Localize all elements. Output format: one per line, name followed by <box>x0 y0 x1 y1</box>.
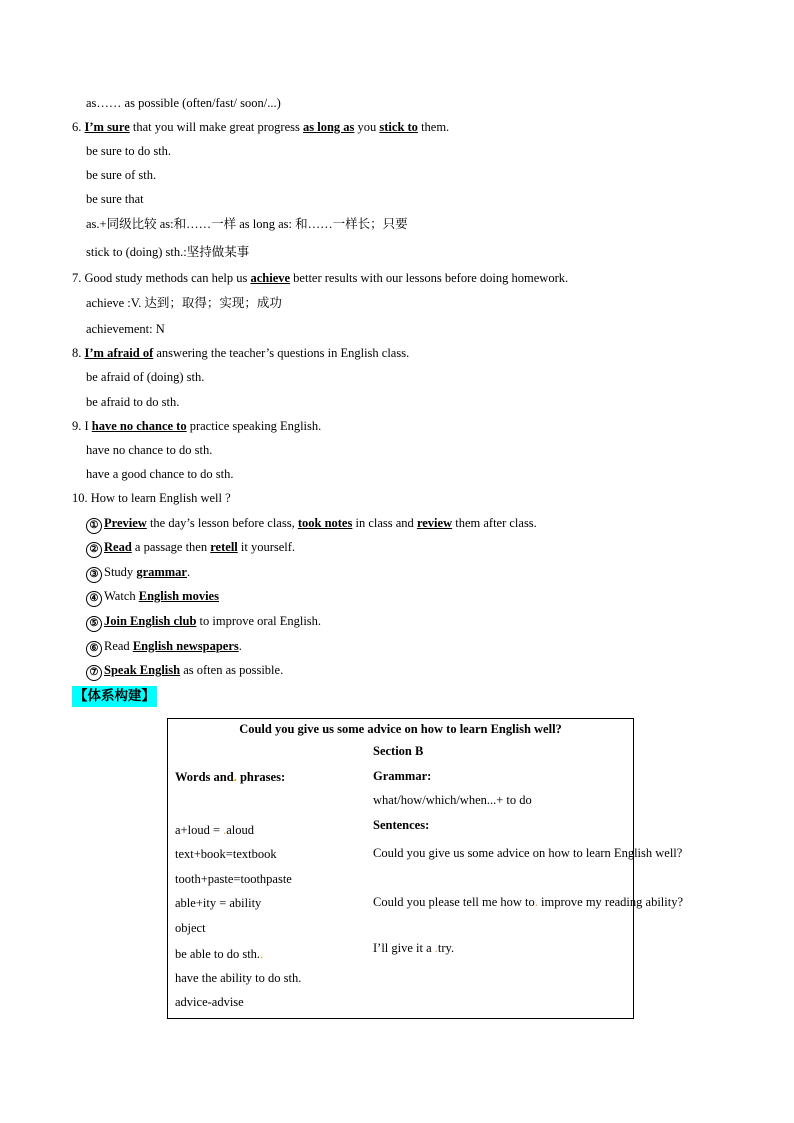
section-heading: 【体系构建】 <box>72 686 157 707</box>
line-as-possible: as…… as possible (often/fast/ soon/...) <box>86 96 281 110</box>
note-line: be sure of sth. <box>86 168 157 182</box>
note-line: be sure to do sth. <box>86 144 172 158</box>
note-line: be sure that <box>86 192 144 206</box>
way-1: ① Preview the day’s lesson before class, took notes in class and review them after class. <box>86 515 537 534</box>
word-item: be able to do sth.. <box>175 947 264 961</box>
note-line: achieve :V. 达到；取得；实现；成功 <box>86 296 282 310</box>
note-line: be afraid to do sth. <box>86 395 180 409</box>
item-8: 8. I’m afraid of answering the teacher’s questions in English class. <box>72 346 410 360</box>
summary-table <box>167 718 684 1019</box>
circled-number: ⑦ <box>86 665 102 681</box>
word-item: advice-advise <box>175 995 244 1009</box>
note-line: have a good chance to do sth. <box>86 467 234 481</box>
word-item: text+book=textbook <box>175 847 277 861</box>
note-line: achievement: N <box>86 322 165 336</box>
note-line: as.+同级比较 as:和……一样 as long as: 和……一样长；只要 <box>86 217 408 231</box>
item-9: 9. I have no chance to practice speaking English. <box>72 419 322 433</box>
sentences-label: Sentences: <box>373 818 430 832</box>
way-7: ⑦ Speak English as often as possible. <box>86 662 283 681</box>
word-item: a+loud = .aloud <box>175 823 255 837</box>
note-line: stick to (doing) sth.:坚持做某事 <box>86 245 250 259</box>
circled-number: ① <box>86 518 102 534</box>
word-item: object <box>175 921 206 935</box>
note-line: have no chance to do sth. <box>86 443 213 457</box>
sentence-3: I’ll give it a .try. <box>373 941 455 955</box>
way-5: ⑤ Join English club to improve oral English. <box>86 613 321 632</box>
grammar-text: what/how/which/when...+ to do <box>373 793 532 807</box>
way-3: ③ Study grammar. <box>86 564 190 583</box>
way-4: ④ Watch English movies <box>86 588 219 607</box>
word-item: have the ability to do sth. <box>175 971 302 985</box>
word-item: able+ity = ability <box>175 896 262 910</box>
sentence-1: Could you give us some advice on how to learn English well? <box>373 846 683 860</box>
way-6: ⑥ Read English newspapers. <box>86 638 242 657</box>
circled-number: ④ <box>86 591 102 607</box>
item-6: 6. I’m sure that you will make great progress as long as you stick to them. <box>72 120 450 134</box>
circled-number: ⑤ <box>86 616 102 632</box>
item-10: 10. How to learn English well ? <box>72 491 231 505</box>
section-label: Section B <box>373 744 424 758</box>
word-item: tooth+paste=toothpaste <box>175 872 292 886</box>
table-title: Could you give us some advice on how to learn English well? <box>239 722 562 736</box>
grammar-label: Grammar: <box>373 769 432 783</box>
way-2: ② Read a passage then retell it yourself. <box>86 539 295 558</box>
circled-number: ② <box>86 542 102 558</box>
item-7: 7. Good study methods can help us achieve better results with our lessons before doing homework. <box>72 271 569 285</box>
note-line: be afraid of (doing) sth. <box>86 370 205 384</box>
sentence-2: Could you please tell me how to. improve my reading ability? <box>373 895 684 909</box>
circled-number: ③ <box>86 567 102 583</box>
circled-number: ⑥ <box>86 641 102 657</box>
words-label: Words and. phrases: <box>175 770 286 784</box>
